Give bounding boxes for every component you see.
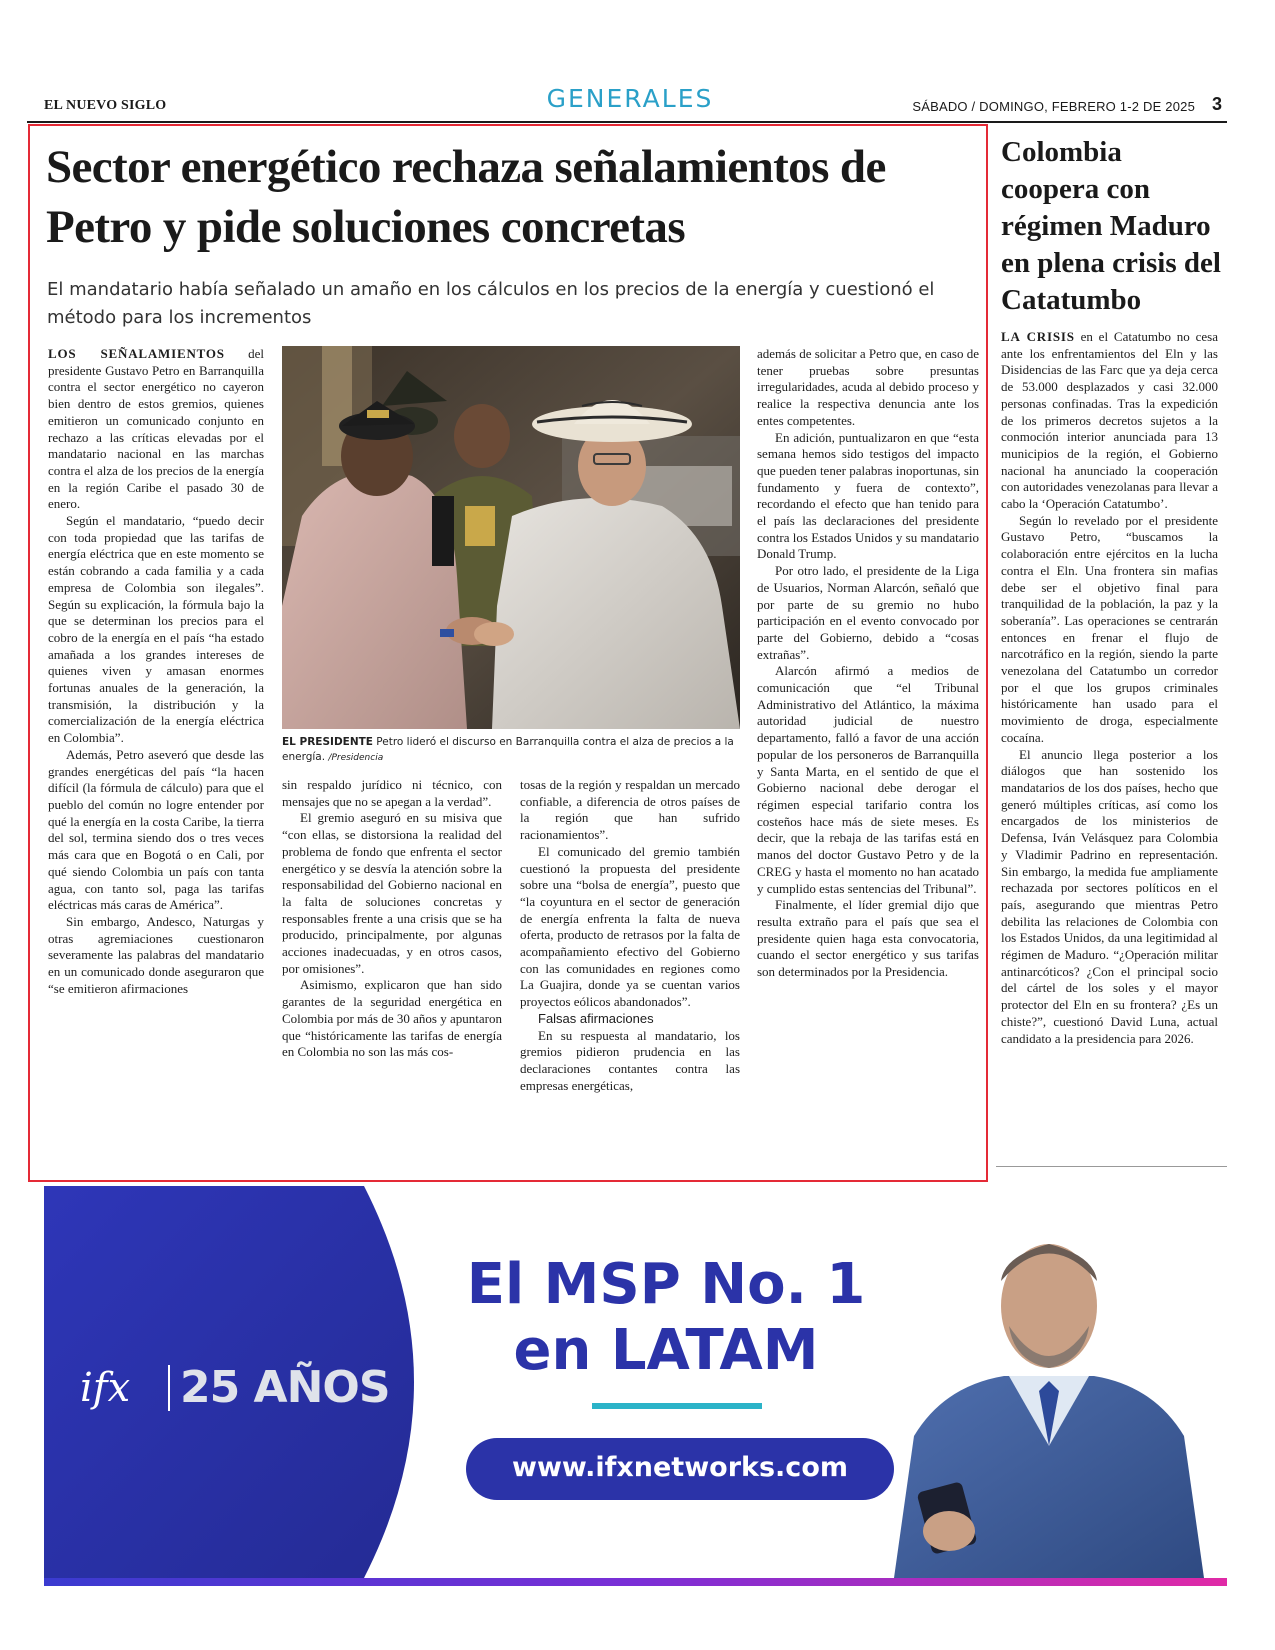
article-column-1: [48, 346, 264, 997]
ad-logo-divider: [168, 1365, 170, 1411]
ad-headline-underline: [592, 1403, 762, 1409]
sidebar-lead-words: LA CRISIS: [1001, 329, 1075, 344]
sidebar-column: [1001, 329, 1218, 1047]
article-photo: [282, 346, 740, 729]
article-paragraph: Finalmente, el líder gremial dijo que resulta extraño para el país que sea el presidente quien haga esta convocatoria, cuando el sector energético y sus tarifas son determinados por la Presidencia.: [757, 897, 979, 980]
ad-anniversary-badge: 25 AÑOS: [180, 1362, 390, 1413]
article-paragraph: Además, Petro aseveró que desde las grandes energéticas del país “la hacen difícil (la fórmula de cálculo) para que el pueblo del común no logre entender por qué la energía en la costa Caribe, la tierra del sol, termina siendo dos o tres veces más cara que en Bogotá o en Cali, por qué siendo Colombia un país con tanta agua, con tanto sol, paga las tarifas eléctricas más caras de América”.: [48, 746, 264, 913]
article-paragraph: En su respuesta al mandatario, los gremios pidieron prudencia en las declaraciones contantes contra las empresas energéticas,: [520, 1027, 740, 1093]
article-paragraph: Asimismo, explicaron que han sido garantes de la seguridad energética en Colombia por más de 30 años y apuntaron que “históricamente las tarifas de energía en Colombia no son las más cos-: [282, 977, 502, 1060]
article-paragraph: Alarcón afirmó a medios de comunicación que “el Tribunal Administrativo del Atlántico, la máxima autoridad judicial de nuestro departamento, falló a favor de una acción popular de los personeros de Barranquilla y Santa Marta, en el sentido de que el Gobierno nacional debe derogar el régimen especial tarifario contra los costeños hace más de siete meses. Es decir, que la rebaja de las tarifas está en manos del doctor Gustavo Petro y de la CREG y hasta el momento no han acatado y cumplido estas sentencias del Tribunal”.: [757, 663, 979, 896]
article-column-3: [520, 777, 740, 1094]
section-title: GENERALES: [546, 84, 714, 113]
article-subhead: Falsas afirmaciones: [538, 1010, 654, 1026]
article-deck: El mandatario había señalado un amaño en los cálculos en los precios de la energía y cuestionó el método para los incrementos: [47, 279, 935, 328]
article-column-4: [757, 346, 979, 981]
article-paragraph: sin respaldo jurídico ni técnico, con mensajes que no se apegan a la verdad”.: [282, 777, 502, 809]
article-paragraph: El comunicado del gremio también cuestionó la propuesta del presidente sobre una “bolsa de energía”, puesto que “la coyuntura en el sector de generación de energía enfrenta la falta de nueva oferta, producto de retrasos por la falta de acompañamiento efectivo del Gobierno con las comunidades en regiones como La Guajira, donde ya se cuentan varios proyectos eólicos abandonados”.: [520, 843, 740, 1010]
page-number: 3: [1212, 94, 1223, 114]
ifx-logo: ifx: [80, 1365, 131, 1411]
article-column-2: [282, 777, 502, 1061]
article-paragraph: tosas de la región y respaldan un mercado confiable, a diferencia de otros países de la región que han sufrido racionamientos”.: [520, 777, 740, 843]
sidebar-paragraph: Según lo revelado por el presidente Gustavo Petro, “buscamos la colaboración entre ejércitos en la lucha contra el Eln. Una frontera sin mafias debe ser el objetivo final para tranquilidad de la población, la paz y la soberanía”. Las operaciones se centrarán entonces en frenar el flujo de narcotráfico en la región, siendo la parte venezolana del Catatumbo un corredor por el que los grupos criminales históricamente han usado para el movimiento de droga, especialmente cocaína.: [1001, 512, 1218, 745]
newspaper-logo: EL NUEVO SIGLO: [44, 98, 167, 113]
article-paragraph: Sin embargo, Andesco, Naturgas y otras agremiaciones cuestionaron severamente las palabras del mandatario en un comunicado donde aseguraron que “se emitieron afirmaciones: [48, 913, 264, 996]
sidebar-rule: [996, 1166, 1227, 1167]
sidebar-headline: Colombia coopera con régimen Maduro en plena crisis del Catatumbo: [1001, 136, 1221, 316]
photo-credit: /Presidencia: [328, 753, 384, 763]
masthead-rule: [27, 121, 1227, 123]
article-paragraph: Por otro lado, el presidente de la Liga de Usuarios, Norman Alarcón, señaló que por parte de su gremio no hubo participación en el evento convocado por parte del Gobierno, debido a “cosas extrañas”.: [757, 563, 979, 662]
photo-handshake-image: [282, 346, 740, 729]
article-paragraph: LOS SEÑALAMIENTOS del presidente Gustavo Petro en Barranquilla contra el sector energético no cayeron bien dentro de estos gremios, quienes emitieron un comunicado conjunto en rechazo a las críticas elevadas por el mandatario nacional en las marchas contra el alza de los precios de la energía en la región Caribe el pasado 30 de enero.: [48, 346, 264, 512]
article-headline: Sector energético rechaza señalamientos de Petro y pide soluciones concretas: [46, 141, 886, 253]
sidebar-paragraph: LA CRISIS en el Catatumbo no cesa ante los enfrentamientos del Eln y las Disidencias de las Farc que ya deja cerca de 53.000 desplazados y casi 32.000 personas confinadas. Tras la expedición de los primeros decretos sujetos a la conmoción interior anunciada para 13 municipios de la región, el Gobierno nacional ha anunciado la cooperación con autoridades venezolanas para llevar a cabo la ‘Operación Catatumbo’.: [1001, 329, 1218, 512]
issue-date: SÁBADO / DOMINGO, FEBRERO 1-2 DE 2025: [912, 99, 1195, 114]
photo-caption: EL PRESIDENTE Petro lideró el discurso en Barranquilla contra el alza de precios a la energía. /Presidencia: [282, 736, 734, 763]
article-paragraph: En adición, puntualizaron en que “esta semana hemos sido testigos del impacto que pueden tener palabras inoportunas, sin fundamento y fuera de contexto”, recordando el efecto que han tenido para el país las declaraciones del presidente contra los Estados Unidos y su mandatario Donald Trump.: [757, 429, 979, 562]
article-paragraph: El gremio aseguró en su misiva que “con ellas, se distorsiona la realidad del problema de fondo que enfrenta el sector energético y se desvía la atención sobre la responsabilidad del Gobierno nacional en la falta de soluciones concretas y responsables frente a una crisis que se ha producido, principalmente, por algunas acciones inadecuadas, y en otros casos, por omisiones”.: [282, 810, 502, 976]
ad-url-link[interactable]: www.ifxnetworks.com: [512, 1452, 848, 1483]
article-paragraph: además de solicitar a Petro que, en caso de tener pruebas sobre presuntas irregularidades, acuda al debido proceso y realice la respectiva denuncia ante los entes competentes.: [757, 346, 979, 428]
ad-headline: El MSP No. 1 en LATAM: [466, 1252, 866, 1383]
ad-gradient-bar: [44, 1578, 1227, 1586]
sidebar-paragraph: El anuncio llega posterior a los diálogos que han sostenido los mandatarios de los dos países, hecho que generó múltiples críticas, así como los encargados de los ministerios de Defensa, Iván Velásquez para Colombia y Vladimir Padrino en representación. Sin embargo, la medida fue ampliamente rechazada por sectores políticos en el país, asegurando que mientras Petro debilita las relaciones de Colombia con los Estados Unidos, da una legitimidad al régimen de Maduro. “¿Operación militar antinarcóticos? ¿Con el principal socio del cártel de los soles y el mayor protector del Eln en su frontera? ¿Es un chiste?”, cuestionó David Luna, actual candidato a la presidencia para 2026.: [1001, 746, 1218, 1046]
article-lead-words: LOS SEÑALAMIENTOS: [48, 346, 225, 361]
article-paragraph: Según el mandatario, “puedo decir con toda propiedad que las tarifas de energía eléctrica que en este momento se están cobrando a cada familia y a cada empresa de Colombia son ilegales”. Según su explicación, la fórmula bajo la que se determinan los precios para el cobro de la energía en el país “ha estado amañada a los grandes intereses de quienes viven y amasan enormes fortunas anuales de la generación, la transmisión, la distribución y la comercialización de la energía eléctrica en Colombia”.: [48, 513, 264, 746]
